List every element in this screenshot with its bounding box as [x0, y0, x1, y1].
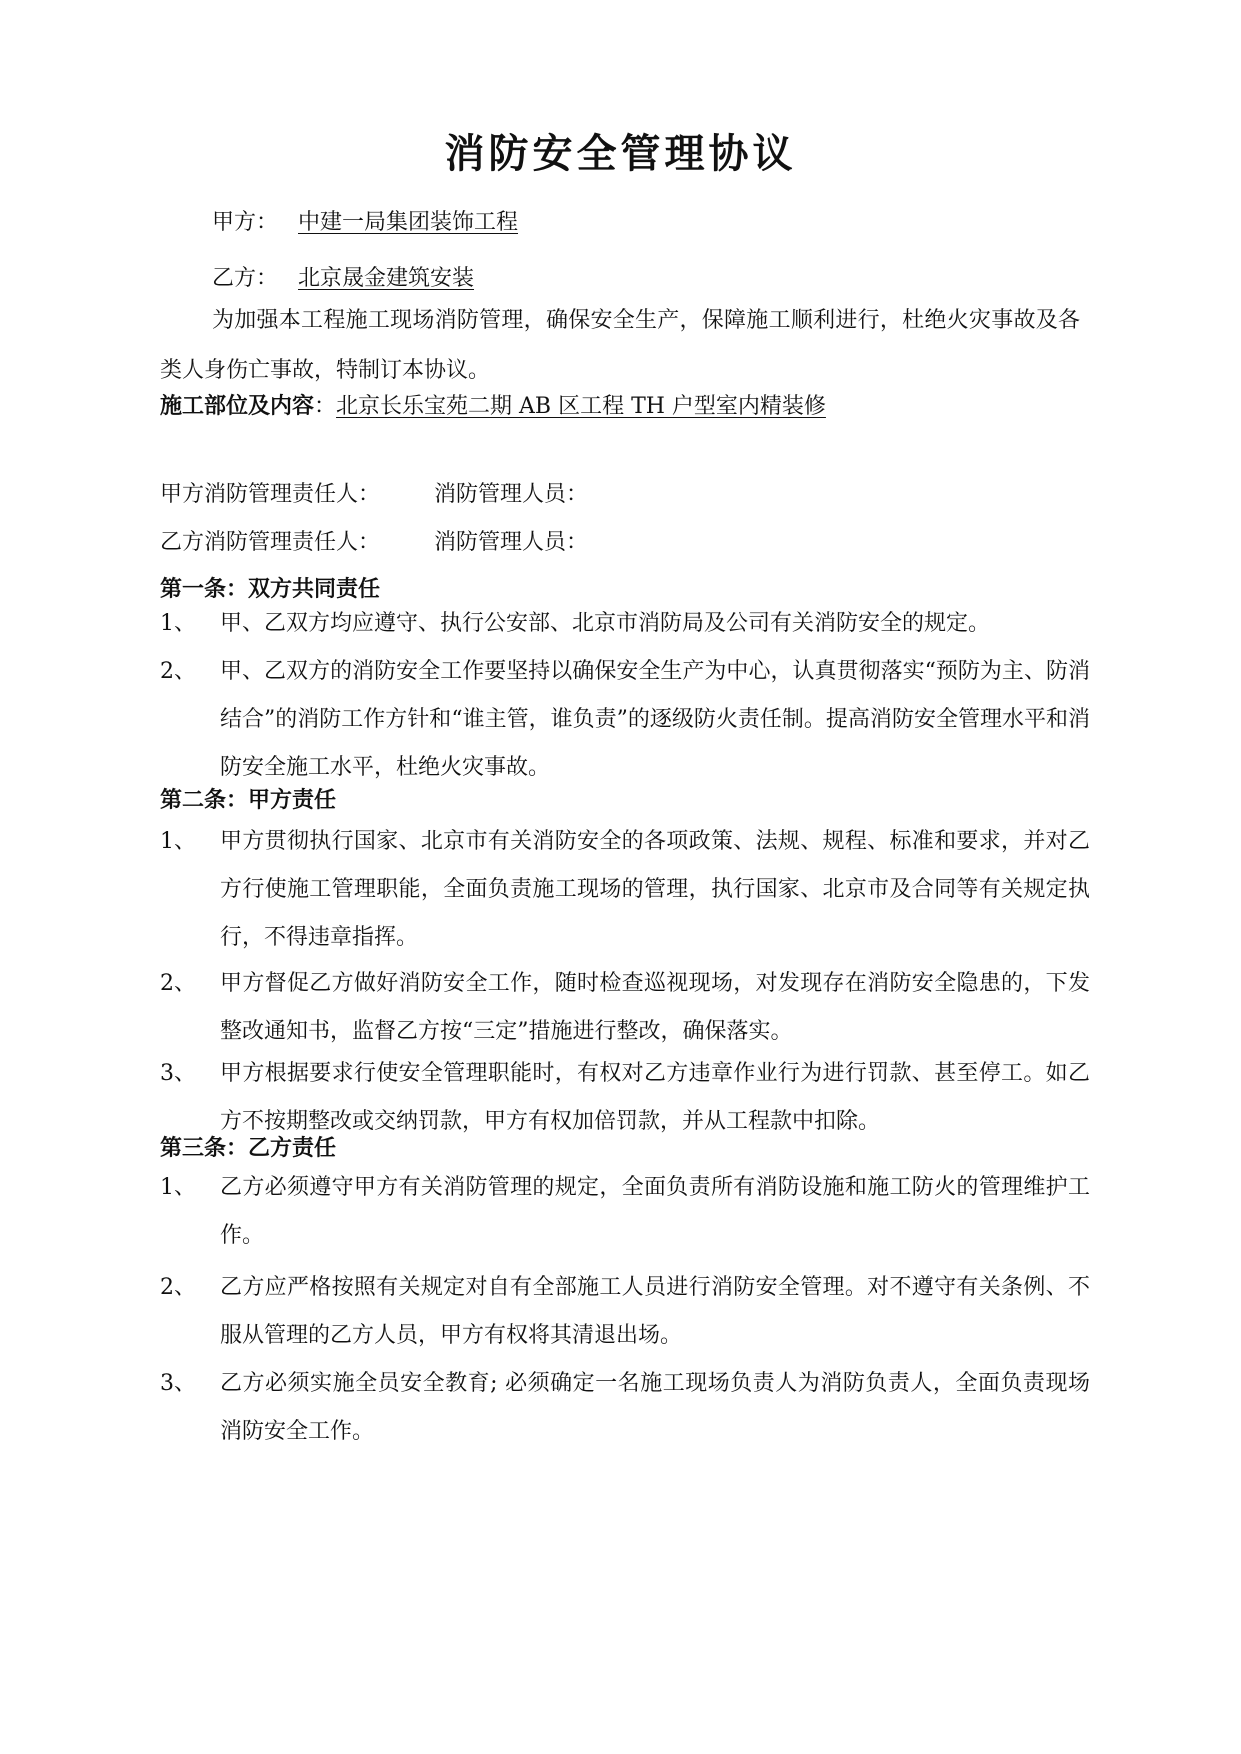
- party-a-label: 甲方：: [212, 210, 279, 235]
- list-item: [160, 818, 1090, 962]
- item-text: 甲方贯彻执行国家、北京市有关消防安全的各项政策、法规、规程、标准和要求，并对乙方行使施工管理职能，全面负责施工现场的管理，执行国家、北京市及合同等有关规定执行，不得违章指挥。: [220, 829, 1090, 950]
- item-number: 1、: [160, 829, 196, 854]
- list-item: [160, 648, 1090, 792]
- item-number: 3、: [160, 1371, 196, 1396]
- section-heading-3: 第三条：乙方责任: [160, 1136, 337, 1161]
- party-b-line: [212, 264, 474, 294]
- item-number: 1、: [160, 1175, 196, 1200]
- project-line: [160, 392, 826, 422]
- party-a-fire-staff: 消防管理人员：: [434, 482, 589, 507]
- item-number: 2、: [160, 971, 196, 996]
- item-number: 1、: [160, 611, 196, 636]
- item-text: 乙方应严格按照有关规定对自有全部施工人员进行消防安全管理。对不遵守有关条例、不服从管理的乙方人员，甲方有权将其清退出场。: [220, 1275, 1090, 1348]
- project-colon: ：: [314, 394, 337, 419]
- party-b-value: 北京晟金建筑安装: [298, 266, 475, 291]
- party-a-responsible-line: [160, 480, 588, 510]
- item-number: 2、: [160, 1275, 196, 1300]
- document-title: 消防安全管理协议: [444, 131, 797, 177]
- item-text: 乙方必须实施全员安全教育; 必须确定一名施工现场负责人为消防负责人，全面负责现场消防安全工作。: [220, 1371, 1090, 1444]
- item-number: 3、: [160, 1061, 196, 1086]
- section-heading-1: 第一条：双方共同责任: [160, 577, 381, 602]
- item-text: 乙方必须遵守甲方有关消防管理的规定，全面负责所有消防设施和施工防火的管理维护工作。: [220, 1175, 1090, 1248]
- project-value: 北京长乐宝苑二期 AB 区工程 TH 户型室内精装修: [336, 394, 826, 419]
- item-text: 甲、乙双方的消防安全工作要坚持以确保安全生产为中心，认真贯彻落实“预防为主、防消结合”的消防工作方针和“谁主管，谁负责”的逐级防火责任制。提高消防安全管理水平和消防安全施工水平，杜绝火灾事故。: [220, 659, 1090, 780]
- project-label: 施工部位及内容: [160, 394, 315, 419]
- list-item: [160, 600, 1090, 648]
- item-text: 甲方根据要求行使安全管理职能时，有权对乙方违章作业行为进行罚款、甚至停工。如乙方不按期整改或交纳罚款，甲方有权加倍罚款，并从工程款中扣除。: [220, 1061, 1090, 1134]
- party-a-responsible-person: 甲方消防管理责任人：: [160, 482, 381, 507]
- list-item: [160, 1360, 1090, 1456]
- list-item: [160, 1264, 1090, 1360]
- list-item: [160, 960, 1090, 1056]
- party-b-fire-staff: 消防管理人员：: [434, 530, 589, 555]
- item-number: 2、: [160, 659, 196, 684]
- party-b-responsible-person: 乙方消防管理责任人：: [160, 530, 381, 555]
- party-a-value: 中建一局集团装饰工程: [298, 210, 519, 235]
- list-item: [160, 1164, 1090, 1260]
- intro-paragraph: 为加强本工程施工现场消防管理，确保安全生产，保障施工顺利进行，杜绝火灾事故及各类人身伤亡事故，特制订本协议。: [160, 308, 1080, 383]
- party-a-line: [212, 208, 518, 238]
- party-b-responsible-line: [160, 528, 588, 558]
- list-item: [160, 1050, 1090, 1146]
- party-b-label: 乙方：: [212, 266, 279, 291]
- item-text: 甲方督促乙方做好消防安全工作，随时检查巡视现场，对发现存在消防安全隐患的，下发整改通知书，监督乙方按“三定”措施进行整改，确保落实。: [220, 971, 1090, 1044]
- item-text: 甲、乙双方均应遵守、执行公安部、北京市消防局及公司有关消防安全的规定。: [220, 611, 991, 636]
- section-heading-2: 第二条：甲方责任: [160, 788, 337, 813]
